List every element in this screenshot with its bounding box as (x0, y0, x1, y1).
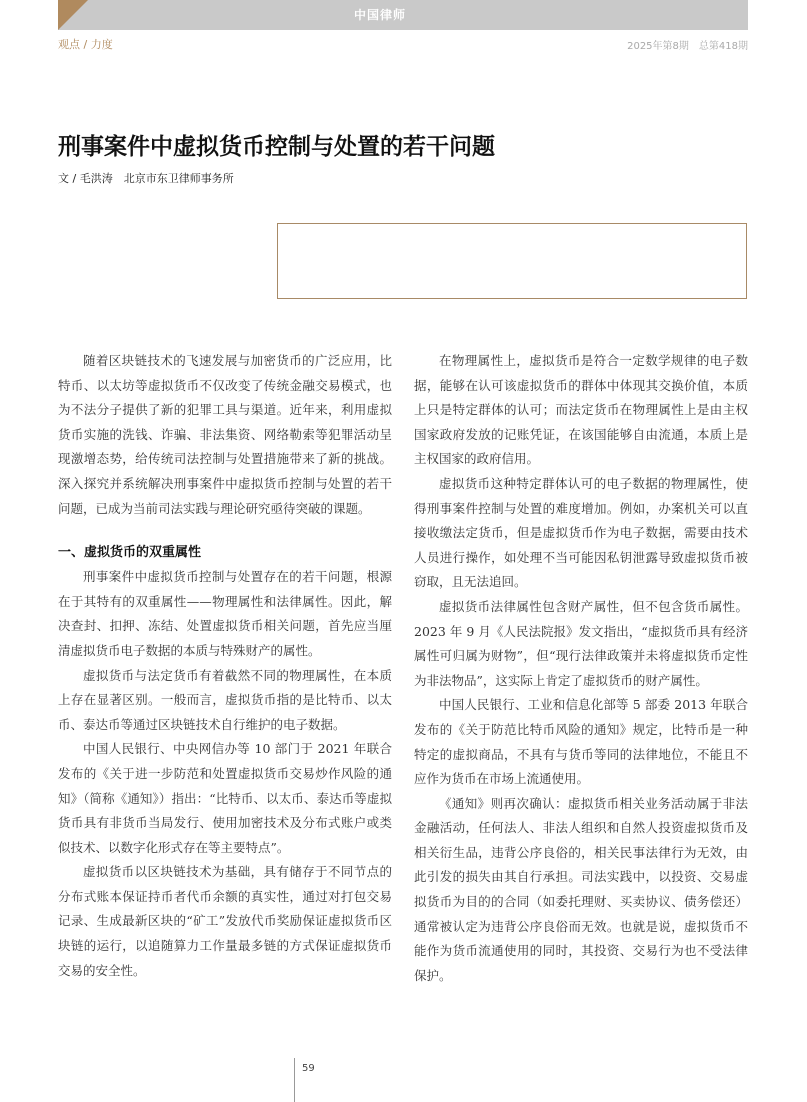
paragraph: 刑事案件中虚拟货币控制与处置存在的若干问题，根源在于其特有的双重属性——物理属性和法律属性。因此，解决查封、扣押、冻结、处置虚拟货币相关问题，首先应当厘清虚拟货币电子数据的本质与特殊财产的属性。 (58, 569, 392, 658)
article-byline: 文 / 毛洪涛 北京市东卫律师事务所 (58, 172, 234, 185)
paragraph: 中国人民银行、中央网信办等 10 部门于 2021 年联合发布的《关于进一步防范和处置虚拟货币交易炒作风险的通知》（简称《通知》）指出：“比特币、以太币、泰达币等虚拟货币具有非货币当局发行、使用加密技术及分布式账户或类似技术、以数字化形式存在等主要特点”。 (58, 741, 392, 855)
paragraph: 随着区块链技术的飞速发展与加密货币的广泛应用，比特币、以太坊等虚拟货币不仅改变了传统金融交易模式，也为不法分子提供了新的犯罪工具与渠道。近年来，利用虚拟货币实施的洗钱、诈骗、非法集资、网络勒索等犯罪活动呈现激增态势，给传统司法控制与处置措施带来了新的挑战。深入探究并系统解决刑事案件中虚拟货币控制与处置的若干问题，已成为当前司法实践与理论研究亟待突破的课题。 (58, 353, 392, 516)
paragraph: 虚拟货币以区块链技术为基础，具有储存于不同节点的分布式账本保证持币者代币余额的真实性，通过对打包交易记录、生成最新区块的“矿工”发放代币奖励保证虚拟货币区块链的运行，以追随算力工作量最多链的方式保证虚拟货币交易的安全性。 (58, 864, 392, 978)
abstract-box (277, 223, 747, 299)
section-label: 观点 / 力度 (58, 38, 113, 51)
article-title: 刑事案件中虚拟货币控制与处置的若干问题 (58, 134, 495, 160)
footer-divider (294, 1058, 295, 1102)
paragraph: 虚拟货币与法定货币有着截然不同的物理属性，在本质上存在显著区别。一般而言，虚拟货币指的是比特币、以太币、泰达币等通过区块链技术自行维护的电子数据。 (58, 667, 392, 732)
paragraph: 中国人民银行、工业和信息化部等 5 部委 2013 年联合发布的《关于防范比特币风险的通知》规定，比特币是一种特定的虚拟商品，不具有与货币等同的法律地位，不能且不应作为货币在市场上流通使用。 (414, 697, 748, 787)
magazine-logo: 中国律师 (354, 8, 407, 22)
page-number: 59 (302, 1063, 315, 1074)
header-corner-accent (58, 0, 88, 30)
paragraph: 虚拟货币这种特定群体认可的电子数据的物理属性，使得刑事案件控制与处置的难度增加。例如，办案机关可以直接收缴法定货币，但是虚拟货币作为电子数据，需要由技术人员进行操作，如处理不当可能因私钥泄露导致虚拟货币被窃取，且无法追回。 (414, 475, 748, 590)
paragraph: 《通知》则再次确认：虚拟货币相关业务活动属于非法金融活动，任何法人、非法人组织和自然人投资虚拟货币及相关衍生品，违背公序良俗的，相关民事法律行为无效，由此引发的损失由其自行承担。司法实践中，以投资、交易虚拟货币为目的的合同（如委托理财、买卖协议、债务偿还）通常被认定为违背公序良俗而无效。也就是说，虚拟货币不能作为货币流通使用的同时，其投资、交易行为也不受法律保护。 (414, 795, 748, 983)
section-heading: 一、虚拟货币的双重属性 (58, 545, 202, 561)
paragraph: 虚拟货币法律属性包含财产属性，但不包含货币属性。2023 年 9 月《人民法院报》发文指出，“虚拟货币具有经济属性可归属为财物”，但“现行法律政策并未将虚拟货币定性为非法物品”，这实际上肯定了虚拟货币的财产属性。 (414, 598, 748, 688)
right-column (414, 349, 748, 988)
issue-info: 2025年第8期 总第418期 (627, 41, 748, 52)
header-bar (58, 0, 748, 30)
paragraph: 在物理属性上，虚拟货币是符合一定数学规律的电子数据，能够在认可该虚拟货币的群体中体现其交换价值，本质上只是特定群体的认可；而法定货币在物理属性上是由主权国家政府发放的记账凭证，在该国能够自由流通，本质上是主权国家的政府信用。 (414, 353, 748, 467)
left-column (58, 349, 392, 983)
